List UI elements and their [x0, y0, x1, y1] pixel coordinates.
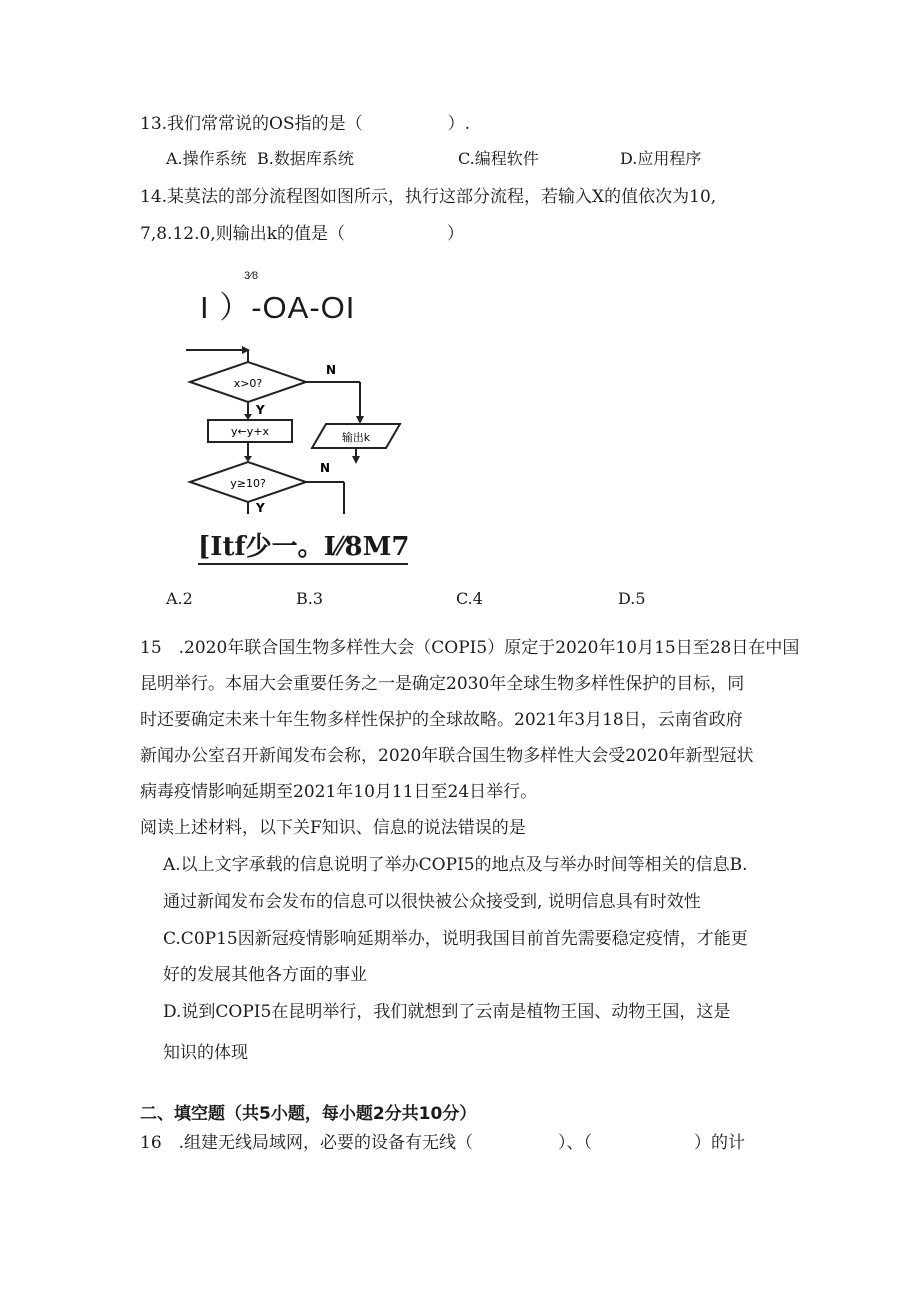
q15-option-d-line2: 知识的体现 [163, 1043, 248, 1063]
artifact-top-text: I ）-OA-OI [200, 290, 356, 325]
q13-option-b: B.数据库系统 [257, 149, 354, 168]
q15-question: 阅读上述材料，以下关F知识、信息的说法错误的是 [140, 818, 526, 838]
q14-option-a: A.2 [166, 589, 193, 608]
q15-option-d-line1: D.说到COPI5在昆明举行，我们就想到了云南是植物王国、动物王国，这是 [163, 1002, 731, 1022]
flow-decision1-label: x>0? [233, 377, 263, 390]
flowchart [186, 344, 416, 514]
q13-option-a: A.操作系统 [166, 149, 247, 168]
q15-para-line2: 昆明举行。本届大会重要任务之一是确定2030年全球生物多样性保护的目标，同 [140, 674, 745, 694]
flow-label-y1: Y [256, 403, 265, 417]
q15-para-line5: 病毒疫情影响延期至2021年10月11日至24日举行。 [140, 782, 538, 802]
q14-stem-line1: 14.某莫法的部分流程图如图所示，执行这部分流程，若输入X的值依次为10, [140, 187, 717, 207]
q15-para-line4: 新闻办公室召开新闻发布会称，2020年联合国生物多样性大会受2020年新型冠状 [140, 746, 754, 766]
q14-option-c: C.4 [456, 589, 483, 608]
q13-option-c: C.编程软件 [458, 149, 539, 168]
q14-option-b: B.3 [296, 589, 324, 608]
q13-option-d: D.应用程序 [620, 149, 702, 168]
arrow-down-icon [352, 456, 360, 464]
q15-option-b: 通过新闻发布会发布的信息可以很快被公众接受到, 说明信息具有时效性 [163, 892, 701, 912]
flow-output-label: 输出k [341, 431, 371, 444]
artifact-fraction: 3⁄8 [244, 270, 259, 282]
q14-stem-line2: 7,8.12.0,则输出k的值是（ ） [140, 224, 464, 244]
q16-stem: 16 .组建无线局域网，必要的设备有无线（ ）、（ ）的计 [140, 1133, 746, 1153]
section-title: 二、填空题（共5小题，每小题2分共10分） [140, 1104, 477, 1124]
flow-label-n2: N [320, 461, 331, 475]
flow-decision2-label: y≥10? [230, 477, 266, 490]
flow-process-label: y←y+x [231, 425, 269, 438]
flow-label-y2: Y [256, 501, 265, 514]
q15-option-c-line1: C.C0P15因新冠疫情影响延期举办，说明我国目前首先需要稳定疫情，才能更 [163, 929, 748, 949]
artifact-bottom-text: [Itf少一。I⁄⁄8M7 [198, 526, 408, 565]
q13-stem: 13.我们常常说的OS指的是（ ）. [140, 114, 471, 134]
q15-option-a: A.以上文字承载的信息说明了举办COPI5的地点及与举办时间等相关的信息B. [163, 855, 748, 875]
flow-label-n1: N [326, 363, 337, 377]
q15-option-c-line2: 好的发展其他各方面的事业 [163, 965, 367, 985]
q14-option-d: D.5 [618, 589, 646, 608]
q15-para-line3: 时还要确定未来十年生物多样性保护的全球故略。2021年3月18日，云南省政府 [140, 710, 743, 730]
arrow-down-icon [356, 416, 364, 424]
q15-para-line1: 15 .2020年联合国生物多样性大会（COPI5）原定于2020年10月15日至28日在中国 [140, 638, 800, 658]
